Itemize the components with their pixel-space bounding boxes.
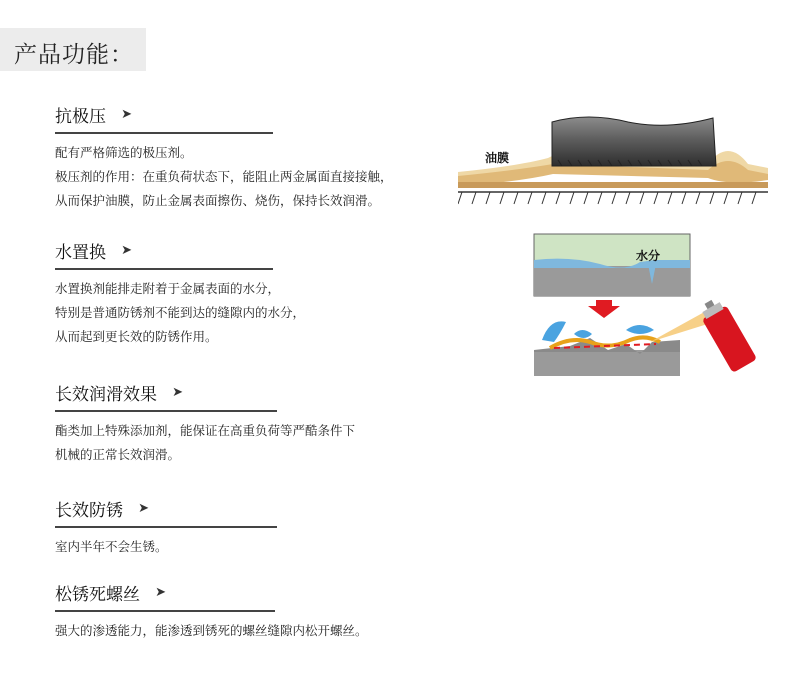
page-header (0, 28, 146, 71)
section-title: 长效防锈 (55, 501, 123, 521)
description-line: 酯类加上特殊添加剂，能保证在高重负荷等严酷条件下 (55, 423, 356, 438)
section-divider (55, 410, 277, 412)
feature-loosen-rusted-screws (55, 580, 368, 643)
section-divider (55, 132, 273, 134)
section-title: 水置换 (55, 243, 106, 263)
description-line: 极压剂的作用：在重负荷状态下，能阻止两金属面直接接触， (55, 169, 393, 184)
section-heading (55, 580, 275, 610)
feature-extreme-pressure (55, 102, 393, 213)
section-description (55, 535, 277, 559)
description-line: 室内半年不会生锈。 (55, 539, 168, 554)
section-heading (55, 102, 273, 132)
section-divider (55, 526, 277, 528)
section-title: 松锈死螺丝 (55, 585, 140, 605)
section-description (55, 277, 306, 349)
section-heading (55, 496, 277, 526)
feature-rust-prevention (55, 496, 277, 559)
section-title: 抗极压 (55, 107, 106, 127)
arrow-right-icon: ➤ (155, 585, 166, 600)
section-divider (55, 268, 273, 270)
feature-long-lubrication (55, 380, 356, 467)
oil-film-illustration (458, 108, 768, 212)
water-label: 水分 (636, 249, 661, 263)
section-heading (55, 238, 273, 268)
section-divider (55, 610, 275, 612)
section-title: 长效润滑效果 (55, 385, 157, 405)
section-heading (55, 380, 277, 410)
arrow-right-icon: ➤ (121, 107, 132, 122)
page-title: 产品功能： (14, 42, 134, 68)
description-line: 水置换剂能排走附着于金属表面的水分， (55, 281, 281, 296)
description-line: 配有严格筛选的极压剂。 (55, 145, 193, 160)
description-line: 从而保护油膜，防止金属表面擦伤、烧伤，保持长效润滑。 (55, 193, 381, 208)
arrow-right-icon: ➤ (138, 501, 149, 516)
section-description (55, 141, 393, 213)
water-displacement-illustration (530, 230, 760, 380)
arrow-right-icon: ➤ (121, 243, 132, 258)
section-description (55, 419, 356, 467)
description-line: 从而起到更长效的防锈作用。 (55, 329, 218, 344)
description-line: 机械的正常长效润滑。 (55, 447, 181, 462)
arrow-right-icon: ➤ (172, 385, 183, 400)
description-line: 强大的渗透能力，能渗透到锈死的螺丝缝隙内松开螺丝。 (55, 623, 368, 638)
feature-water-displacement (55, 238, 306, 349)
section-description (55, 619, 368, 643)
oil-film-label: 油膜 (485, 151, 510, 165)
description-line: 特别是普通防锈剂不能到达的缝隙内的水分， (55, 305, 306, 320)
